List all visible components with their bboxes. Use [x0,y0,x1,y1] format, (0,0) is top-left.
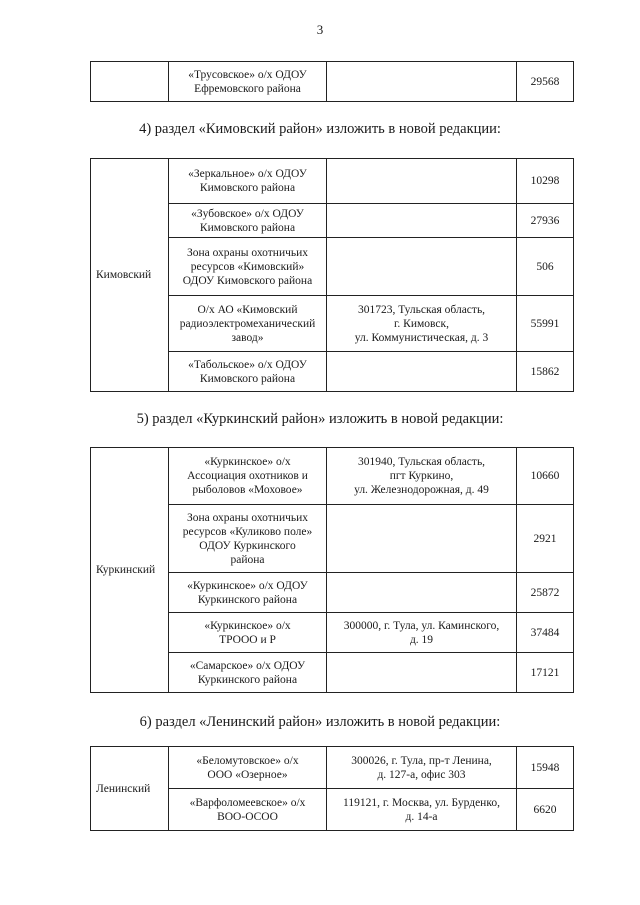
name-line: ООО «Озерное» [207,768,288,781]
name-line: ОДОУ Кимовского района [182,274,313,287]
name-line: «Куркинское» о/х [204,619,291,632]
address-line: г. Кимовск, [394,317,449,330]
name-line: «Табольское» о/х ОДОУ [188,358,307,371]
name-line: Кимовского района [199,182,296,194]
address-cell [327,505,517,573]
address-cell [327,204,517,238]
hunting-ground-name-cell [169,448,327,505]
table-row [91,747,574,789]
hunting-ground-name-cell [169,238,327,296]
region-cell [91,62,169,102]
region-cell: Кимовский [91,159,169,392]
name-line: «Куркинское» о/х ОДОУ [187,579,308,592]
name-line: Куркинского района [197,593,298,606]
address-cell [327,159,517,204]
table-row [91,159,574,204]
name-line: ресурсов «Куликово поле» [182,525,313,538]
address-cell [327,448,517,505]
area-cell: 10298 [517,159,574,204]
name-line: Зона охраны охотничьих [186,511,309,524]
address-cell [327,653,517,693]
name-line: «Куркинское» о/х [204,456,291,468]
name-line: Зона охраны охотничьих [186,246,309,259]
section-5-heading: 5) раздел «Куркинский район» изложить в новой редакции: [136,411,504,427]
table-kimovsky [90,158,574,392]
address-line: д. 19 [409,633,434,646]
name-line: «Трусовское» о/х ОДОУ [188,68,307,81]
table-kurkinsky [90,447,574,693]
page-number: 3 [316,22,324,37]
name-line: радиоэлектромеханический [179,317,316,330]
name-line: «Зеркальное» о/х ОДОУ [188,168,307,180]
hunting-ground-name-cell [169,62,327,102]
address-line: 301940, Тульская область, [357,456,486,468]
address-cell [327,238,517,296]
area-cell: 15948 [517,747,574,789]
address-line: д. 127-а, офис 303 [377,768,466,781]
region-cell: Ленинский [91,747,169,831]
name-line: Кимовского района [199,372,296,385]
hunting-ground-name-cell [169,653,327,693]
address-cell [327,62,517,102]
address-line: 300026, г. Тула, пр-т Ленина, [351,754,492,767]
name-line: района [230,553,265,566]
area-cell: 17121 [517,653,574,693]
table-row [91,62,574,102]
section-6-heading: 6) раздел «Ленинский район» изложить в новой редакции: [139,714,501,730]
area-cell: 29568 [517,62,574,102]
name-line: завод» [231,331,264,344]
area-cell: 10660 [517,448,574,505]
hunting-ground-name-cell [169,352,327,392]
address-cell [327,352,517,392]
address-cell [327,613,517,653]
section-4-heading: 4) раздел «Кимовский район» изложить в новой редакции: [139,121,501,137]
area-cell: 25872 [517,573,574,613]
address-line: пгт Куркино, [389,470,454,482]
hunting-ground-name-cell [169,204,327,238]
area-cell: 37484 [517,613,574,653]
name-line: Ассоциация охотников и [187,470,308,482]
area-cell: 6620 [517,789,574,831]
table-row [91,448,574,505]
name-line: ВОО-ОСОО [217,810,278,823]
area-cell: 55991 [517,296,574,352]
area-cell: 27936 [517,204,574,238]
name-line: ОДОУ Куркинского [199,539,296,552]
area-cell: 15862 [517,352,574,392]
name-line: ТРООО и Р [219,633,276,646]
table-continuation [90,61,574,102]
name-line: рыболовов «Моховое» [192,484,303,496]
name-line: «Зубовское» о/х ОДОУ [191,207,304,220]
area-cell: 2921 [517,505,574,573]
address-cell [327,573,517,613]
address-line: ул. Коммунистическая, д. 3 [354,331,489,344]
hunting-ground-name-cell [169,573,327,613]
area-cell: 506 [517,238,574,296]
hunting-ground-name-cell [169,296,327,352]
table-leninsky [90,746,574,831]
name-line: «Самарское» о/х ОДОУ [189,659,306,672]
address-cell [327,296,517,352]
region-cell: Куркинский [91,448,169,693]
address-line: 119121, г. Москва, ул. Бурденко, [343,796,500,809]
name-line: Кимовского района [199,221,296,234]
address-line: 300000, г. Тула, ул. Каминского, [343,619,500,632]
name-line: «Варфоломеевское» о/х [189,796,306,809]
hunting-ground-name-cell [169,159,327,204]
address-line: д. 14-а [405,810,438,823]
address-line: 301723, Тульская область, [357,303,486,316]
address-line: ул. Железнодорожная, д. 49 [354,484,489,496]
name-line: ресурсов «Кимовский» [190,260,305,273]
hunting-ground-name-cell [169,747,327,789]
name-line: Куркинского района [197,673,298,686]
address-cell [327,789,517,831]
hunting-ground-name-cell [169,505,327,573]
hunting-ground-name-cell [169,789,327,831]
hunting-ground-name-cell [169,613,327,653]
name-line: «Беломутовское» о/х [196,754,299,767]
name-line: О/х АО «Кимовский [197,303,298,316]
name-line: Ефремовского района [194,82,301,95]
address-cell [327,747,517,789]
